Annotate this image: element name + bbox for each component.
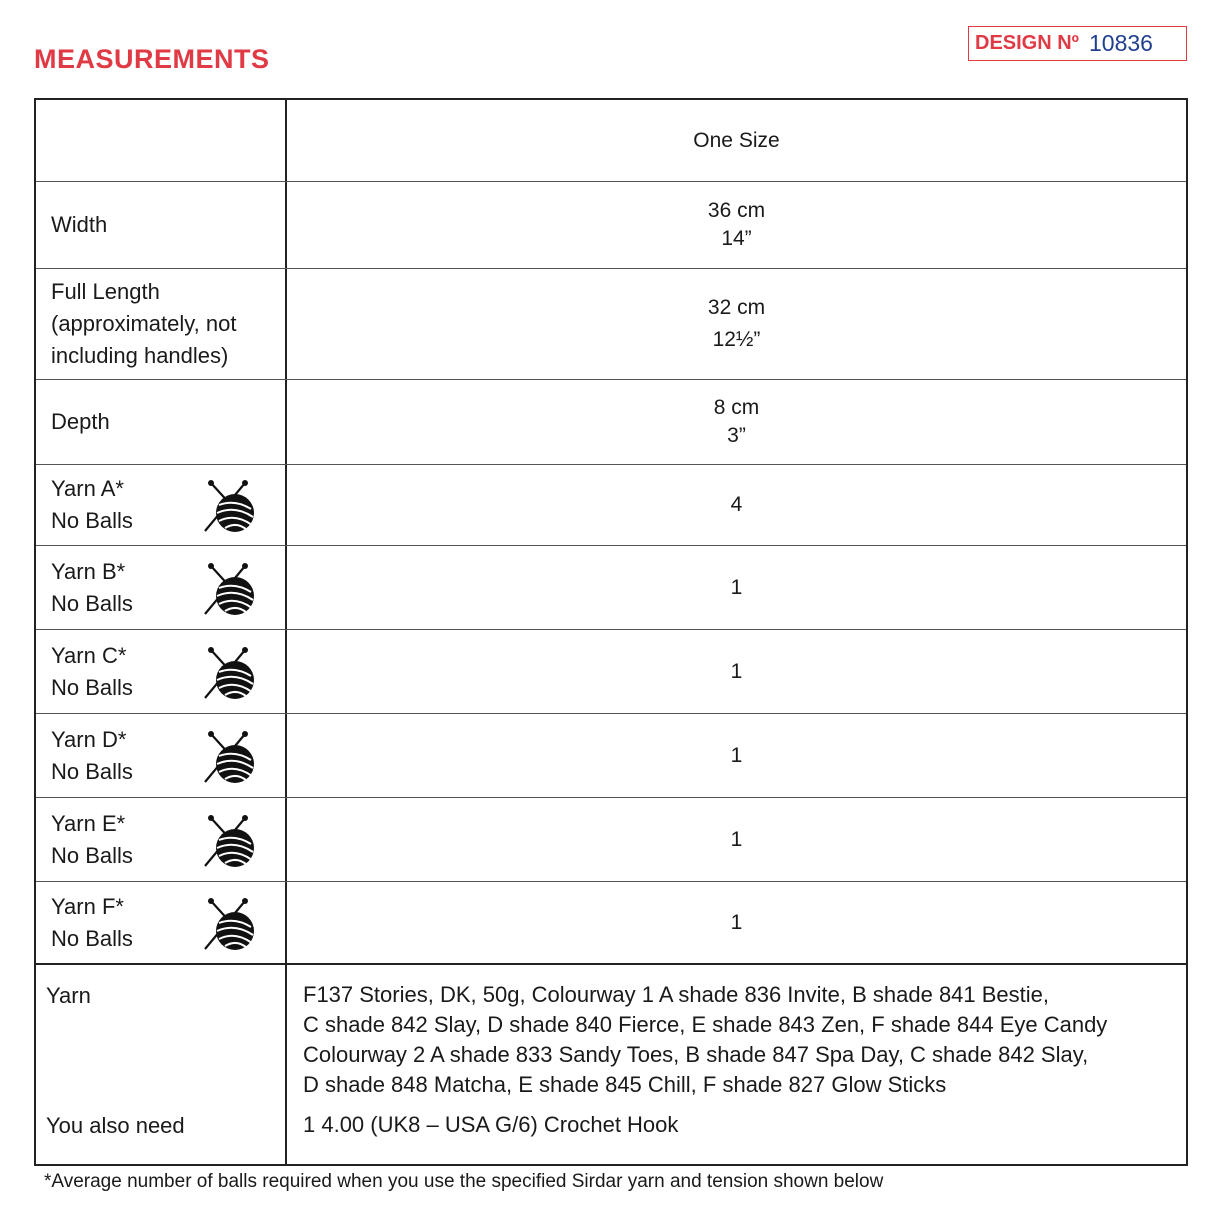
yarn-label-cell [36, 630, 287, 713]
yarn-label-cell [36, 546, 287, 629]
yarn-label: Yarn D* [51, 726, 127, 752]
yarn-label-cell [36, 798, 287, 881]
yarn-ball-icon [201, 893, 259, 953]
yarn-value [287, 714, 1186, 797]
yarn-ball-icon [201, 475, 259, 535]
footnote: *Average number of balls required when you use the specified Sirdar yarn and tension shown below [44, 1171, 884, 1192]
yarn-sublabel: No Balls [51, 758, 133, 784]
yarn-line: D shade 848 Matcha, E shade 845 Chill, F shade 827 Glow Sticks [303, 1072, 947, 1097]
yarn-label-cell [36, 714, 287, 797]
yarn-label: Yarn C* [51, 642, 127, 668]
yarn-ball-icon [201, 726, 259, 786]
yarn-row [36, 714, 1186, 798]
yarn-value [287, 798, 1186, 881]
table-row [36, 182, 1186, 269]
ball-count: 1 [730, 575, 743, 599]
size-header-label: One Size [693, 128, 780, 152]
yarn-info-labels [36, 965, 287, 1164]
yarn-label-cell [36, 882, 287, 963]
yarn-label: Yarn B* [51, 558, 126, 584]
yarn-info-row [36, 965, 1186, 1164]
design-label: DESIGN Nº [975, 32, 1079, 54]
value-in: 12½” [712, 328, 761, 351]
yarn-label: Yarn A* [51, 476, 124, 501]
table-header-row [36, 100, 1186, 182]
yarn-line: F137 Stories, DK, 50g, Colourway 1 A shade 836 Invite, B shade 841 Bestie, [303, 982, 1050, 1007]
size-header [287, 100, 1186, 181]
ball-count: 4 [730, 493, 743, 516]
ball-count: 1 [730, 910, 743, 934]
row-label [36, 269, 287, 379]
row-label [36, 182, 287, 268]
design-number: 10836 [1088, 30, 1153, 56]
yarn-ball-icon [201, 642, 259, 702]
yarn-label: Yarn F* [51, 893, 124, 919]
design-number-box [968, 26, 1187, 61]
yarn-line: C shade 842 Slay, D shade 840 Fierce, E shade 843 Zen, F shade 844 Eye Candy [303, 1012, 1108, 1037]
yarn-value [287, 546, 1186, 629]
value-cm: 32 cm [707, 296, 766, 319]
also-need-label: You also need [46, 1113, 185, 1138]
row-value [287, 182, 1186, 268]
label-line: including handles) [51, 343, 229, 368]
also-need-value: 1 4.00 (UK8 – USA G/6) Crochet Hook [303, 1112, 679, 1137]
yarn-line: Colourway 2 A shade 833 Sandy Toes, B shade 847 Spa Day, C shade 842 Slay, [303, 1042, 1089, 1067]
yarn-row [36, 882, 1186, 965]
yarn-sublabel: No Balls [51, 925, 133, 951]
ball-count: 1 [730, 827, 743, 851]
value-cm: 8 cm [713, 396, 760, 419]
value-in: 14” [721, 227, 752, 250]
yarn-info-label: Yarn [46, 983, 91, 1008]
yarn-label-cell [36, 465, 287, 545]
yarn-value [287, 630, 1186, 713]
label-line: Full Length [51, 279, 160, 304]
yarn-ball-icon [201, 558, 259, 618]
yarn-sublabel: No Balls [51, 674, 133, 700]
row-label [36, 380, 287, 464]
page-title: MEASUREMENTS [34, 44, 270, 74]
ball-count: 1 [730, 743, 743, 767]
yarn-row [36, 630, 1186, 714]
measurements-table [34, 98, 1188, 1166]
yarn-value [287, 882, 1186, 963]
table-row [36, 269, 1186, 380]
yarn-info-values [287, 965, 1186, 1164]
yarn-row [36, 546, 1186, 630]
yarn-ball-icon [201, 810, 259, 870]
yarn-sublabel: No Balls [51, 842, 133, 868]
header-empty-cell [36, 100, 287, 181]
label-line: Width [51, 212, 108, 237]
yarn-value [287, 465, 1186, 545]
yarn-sublabel: No Balls [51, 508, 133, 533]
table-row [36, 380, 1186, 465]
row-value [287, 380, 1186, 464]
row-value [287, 269, 1186, 379]
yarn-row [36, 798, 1186, 882]
yarn-sublabel: No Balls [51, 590, 133, 616]
yarn-label: Yarn E* [51, 810, 126, 836]
yarn-row [36, 465, 1186, 546]
ball-count: 1 [730, 659, 743, 683]
label-line: Depth [51, 409, 110, 434]
value-cm: 36 cm [707, 199, 766, 222]
value-in: 3” [727, 424, 746, 447]
label-line: (approximately, not [51, 311, 237, 336]
